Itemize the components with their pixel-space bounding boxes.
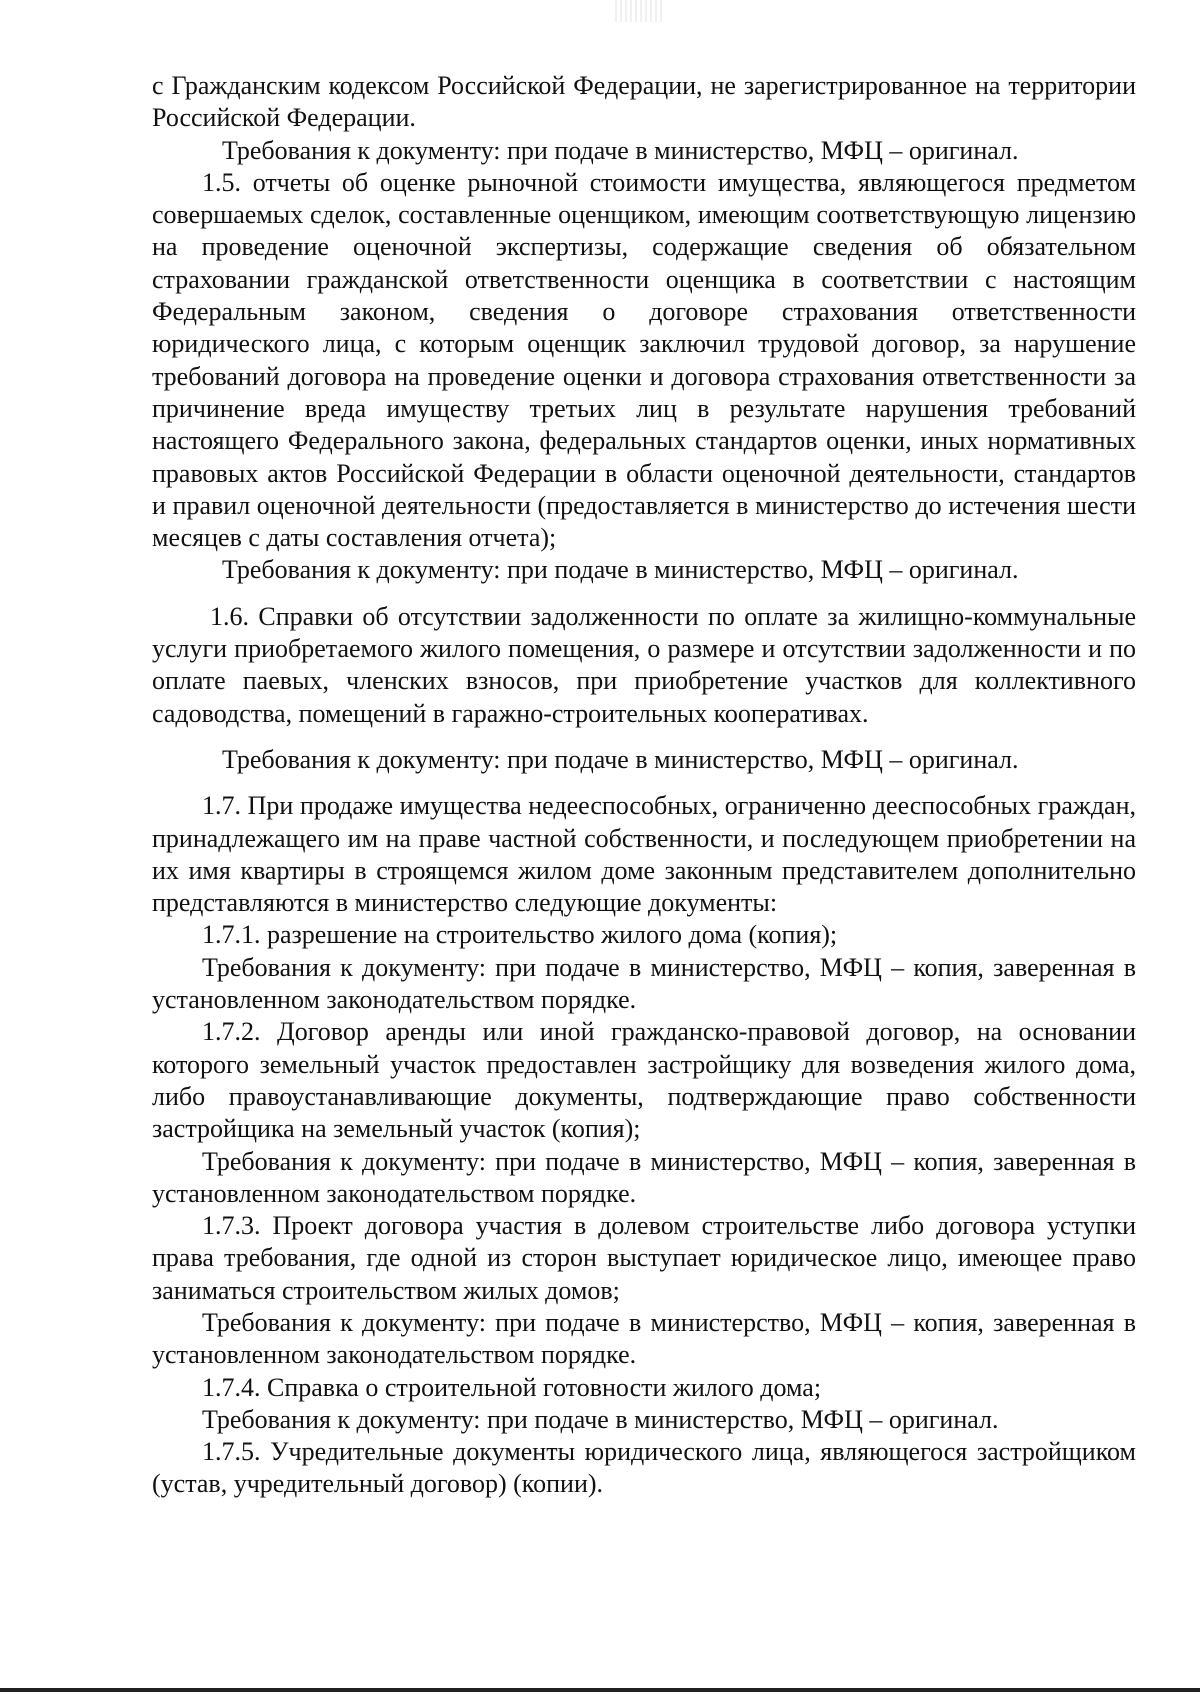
item-1-7-5: 1.7.5. Учредительные документы юридического лица, являющегося застройщиком (устав, учредительный договор) (копии). (152, 1437, 1136, 1499)
requirement-original: Требования к документу: при подаче в министерство, МФЦ – оригинал. (202, 1404, 999, 1434)
requirement-original: Требования к документу: при подаче в министерство, МФЦ – оригинал. (222, 135, 1019, 165)
scan-artifact (615, 0, 665, 22)
document-body (152, 70, 1136, 1501)
item-1-5: 1.5. отчеты об оценке рыночной стоимости имущества, являющегося предметом совершаемых сделок, составленные оценщиком, имеющим соответствующую лицензию на проведение оценочной экспертизы, содержащие сведения об обязательном страховании гражданской ответственности оценщика в соответствии с настоящим Федеральным законом, сведения о договоре страхования ответственности юридического лица, с которым оценщик заключил трудовой договор, за нарушение требований договора на проведение оценки и договора страхования ответственности за причинение вреда имуществу третьих лиц в результате нарушения требований настоящего Федерального закона, федеральных стандартов оценки, иных нормативных правовых актов Российской Федерации в области оценочной деятельности, стандартов и правил оценочной деятельности (предоставляется в министерство до истечения шести месяцев с даты составления отчета); (152, 167, 1136, 553)
requirement-original: Требования к документу: при подаче в министерство, МФЦ – оригинал. (222, 555, 1019, 585)
requirement-original: Требования к документу: при подаче в министерство, МФЦ – оригинал. (222, 744, 1019, 774)
requirement-copy: Требования к документу: при подаче в министерство, МФЦ – копия, заверенная в установленном законодательством порядке. (152, 952, 1136, 1015)
requirement-copy: Требования к документу: при подаче в министерство, МФЦ – копия, заверенная в установленном законодательством порядке. (152, 1146, 1136, 1208)
item-1-7-2: 1.7.2. Договор аренды или иной гражданско-правовой договор, на основании которого земельный участок предоставлен застройщику для возведения жилого дома, либо правоустанавливающие документы, подтверждающие право собственности застройщика на земельный участок (копия); (152, 1017, 1136, 1144)
item-1-7-1: 1.7.1. разрешение на строительство жилого дома (копия); (202, 920, 838, 950)
item-1-7-4: 1.7.4. Справка о строительной готовности жилого дома; (202, 1372, 822, 1402)
item-1-7: 1.7. При продаже имущества недееспособных, ограниченно дееспособных граждан, принадлежащего им на праве частной собственности, и последующем приобретении на их имя квартиры в строящемся жилом доме законным представителем дополнительно представляются в министерство следующие документы: (152, 791, 1136, 918)
requirement-copy: Требования к документу: при подаче в министерство, МФЦ – копия, заверенная в установленном законодательством порядке. (152, 1307, 1136, 1370)
paragraph-continuation: с Гражданским кодексом Российской Федерации, не зарегистрированное на территории Российской Федерации. (152, 71, 1136, 133)
item-1-7-3: 1.7.3. Проект договора участия в долевом строительстве либо договора уступки права требования, где одной из сторон выступает юридическое лицо, имеющее право заниматься строительством жилых домов; (152, 1211, 1136, 1305)
item-1-6: 1.6. Справки об отсутствии задолженности по оплате за жилищно-коммунальные услуги приобретаемого жилого помещения, о размере и отсутствии задолженности и по оплате паевых, членских взносов, при приобретение участков для коллективного садоводства, помещений в гаражно-строительных кооперативах. (152, 601, 1136, 728)
page-bottom-border (0, 1688, 1200, 1692)
